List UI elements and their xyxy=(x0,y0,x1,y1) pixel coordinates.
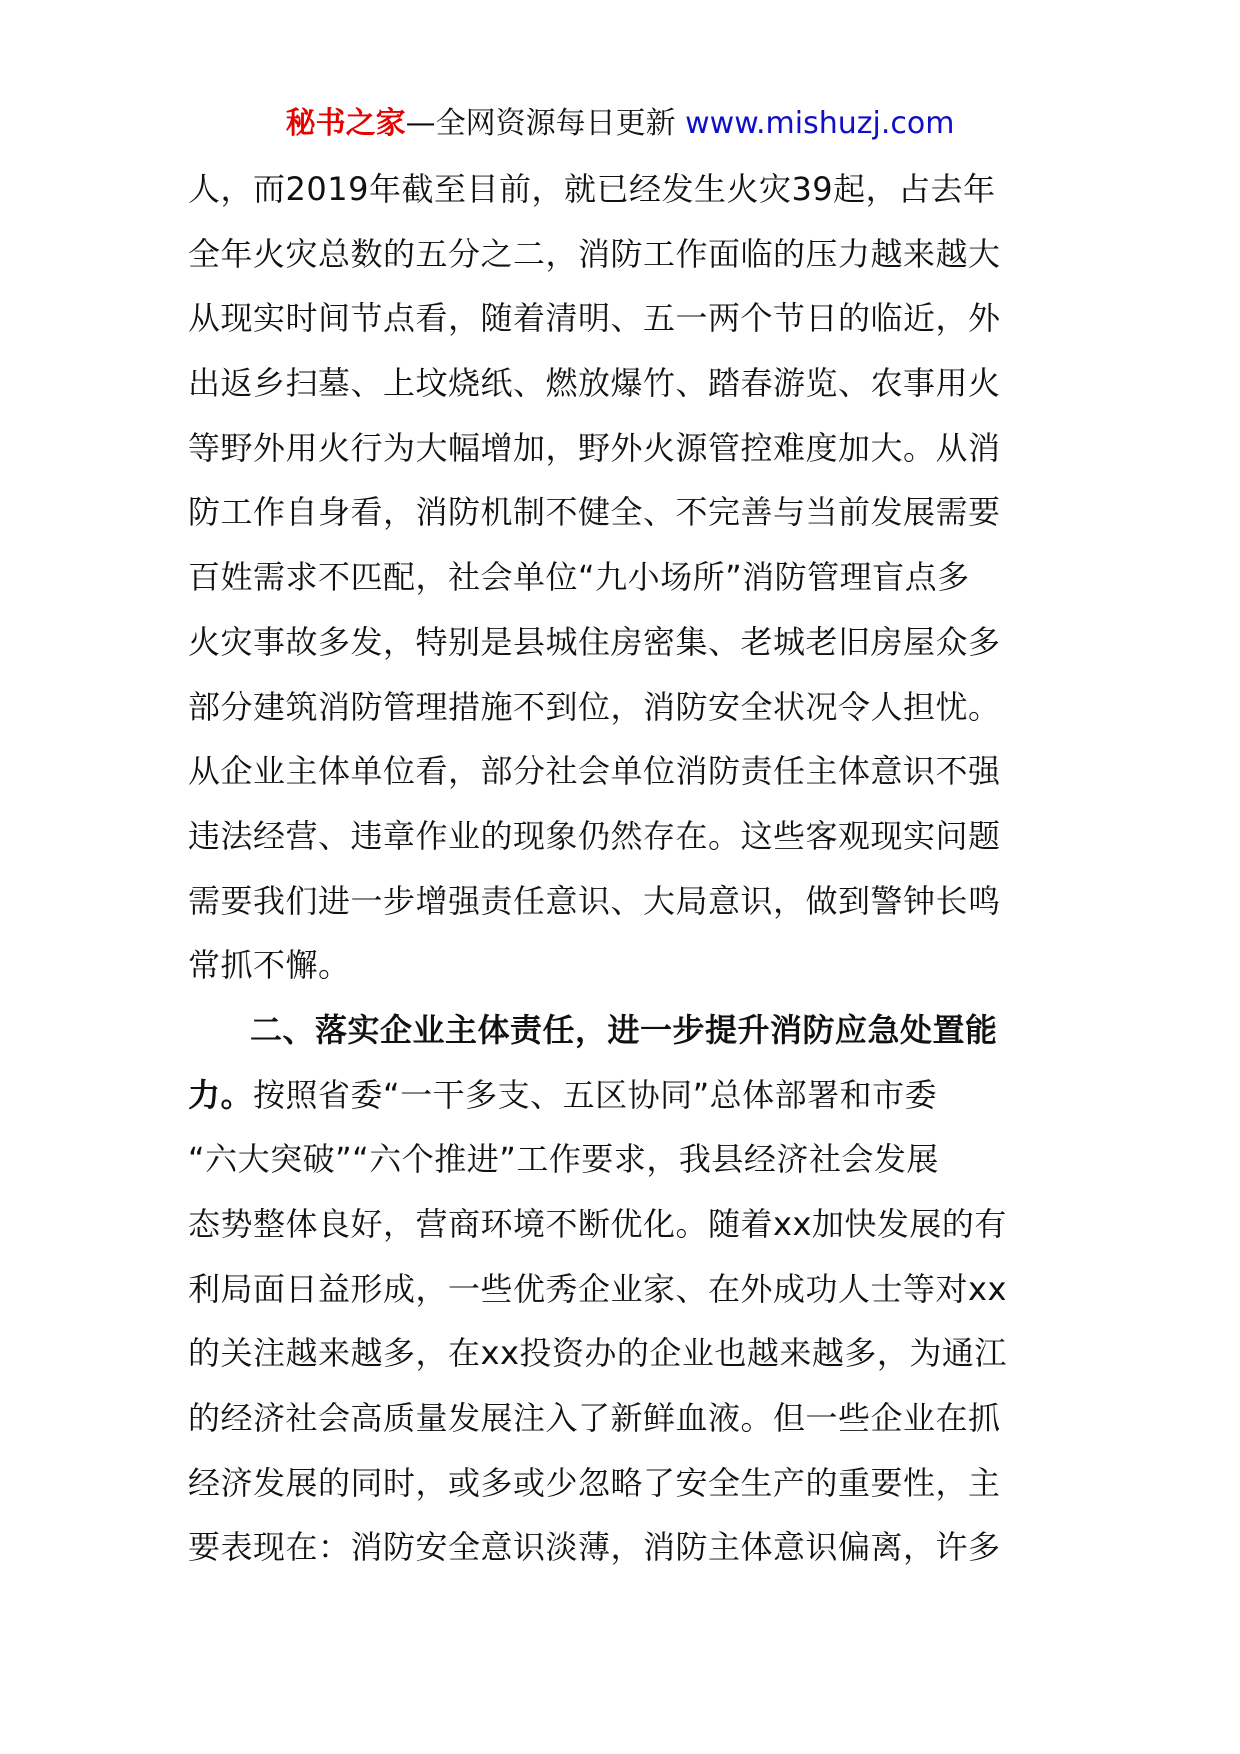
line-text: 态势整体良好，营商环境不断优化。随着xx加快发展的有 xyxy=(188,1205,1007,1243)
line-text: 火灾事故多发，特别是县城住房密集、老城老旧房屋众多 xyxy=(188,622,1001,661)
line-text: 防工作自身看，消防机制不健全、不完善与当前发展需要 xyxy=(188,493,1001,532)
line-text: 常抓不懈。 xyxy=(188,946,351,985)
text-line xyxy=(188,295,1068,360)
line-text: 的经济社会高质量发展注入了新鲜血液。但一些企业在抓 xyxy=(188,1399,1001,1438)
line-text: “六大突破”“六个推进”工作要求，我县经济社会发展 xyxy=(188,1140,939,1179)
text-line xyxy=(188,1136,1068,1201)
line-text: 出返乡扫墓、上坟烧纸、燃放爆竹、踏春游览、农事用火 xyxy=(188,364,1001,403)
text-line xyxy=(188,554,1068,619)
text-line xyxy=(188,619,1068,684)
line-text: 从现实时间节点看，随着清明、五一两个节日的临近，外 xyxy=(188,299,1001,338)
text-line xyxy=(188,1330,1068,1395)
line-text: 部分建筑消防管理措施不到位，消防安全状况令人担忧。 xyxy=(188,687,1001,726)
text-line xyxy=(188,1524,1068,1589)
document-body xyxy=(188,166,1068,1589)
line-text: 从企业主体单位看，部分社会单位消防责任主体意识不强 xyxy=(188,752,1001,791)
site-header xyxy=(0,102,1240,146)
text-line xyxy=(188,813,1068,878)
text-line xyxy=(188,748,1068,813)
site-url-link[interactable]: www.mishuzj.com xyxy=(685,106,955,141)
text-line xyxy=(188,1395,1068,1460)
text-line xyxy=(188,1266,1068,1331)
text-line xyxy=(188,360,1068,425)
text-line xyxy=(188,489,1068,554)
line-text: 要表现在：消防安全意识淡薄，消防主体意识偏离，许多 xyxy=(188,1528,1001,1567)
line-text: 利局面日益形成，一些优秀企业家、在外成功人士等对xx xyxy=(188,1269,1007,1308)
line-text: 全年火灾总数的五分之二，消防工作面临的压力越来越大 xyxy=(188,234,1001,273)
line-text: 违法经营、违章作业的现象仍然存在。这些客观现实问题 xyxy=(188,816,1001,855)
text-line xyxy=(188,166,1068,231)
text-line xyxy=(188,1460,1068,1525)
line-text: 百姓需求不匹配，社会单位“九小场所”消防管理盲点多 xyxy=(188,558,970,597)
section-heading: 力。 xyxy=(188,1075,254,1114)
text-line xyxy=(188,684,1068,749)
line-text: 人，而2019年截至目前，就已经发生火灾39起，占去年 xyxy=(188,170,996,208)
text-line xyxy=(188,1072,1068,1137)
line-text: 需要我们进一步增强责任意识、大局意识，做到警钟长鸣 xyxy=(188,881,1001,920)
site-brand: 秘书之家 xyxy=(285,106,406,141)
text-line xyxy=(188,1201,1068,1266)
line-text: 等野外用火行为大幅增加，野外火源管控难度加大。从消 xyxy=(188,428,1001,467)
section-heading: 二、落实企业主体责任，进一步提升消防应急处置能 xyxy=(250,1010,998,1049)
site-tagline: —全网资源每日更新 xyxy=(405,106,676,141)
line-text: 按照省委“一干多支、五区协同”总体部署和市委 xyxy=(253,1075,938,1114)
text-line xyxy=(188,942,1068,1007)
text-line xyxy=(188,231,1068,296)
text-line xyxy=(188,425,1068,490)
line-text: 经济发展的同时，或多或少忽略了安全生产的重要性，主 xyxy=(188,1463,1001,1502)
text-line xyxy=(188,1007,1068,1072)
line-text: 的关注越来越多，在xx投资办的企业也越来越多，为通江 xyxy=(188,1334,1007,1373)
text-line xyxy=(188,878,1068,943)
